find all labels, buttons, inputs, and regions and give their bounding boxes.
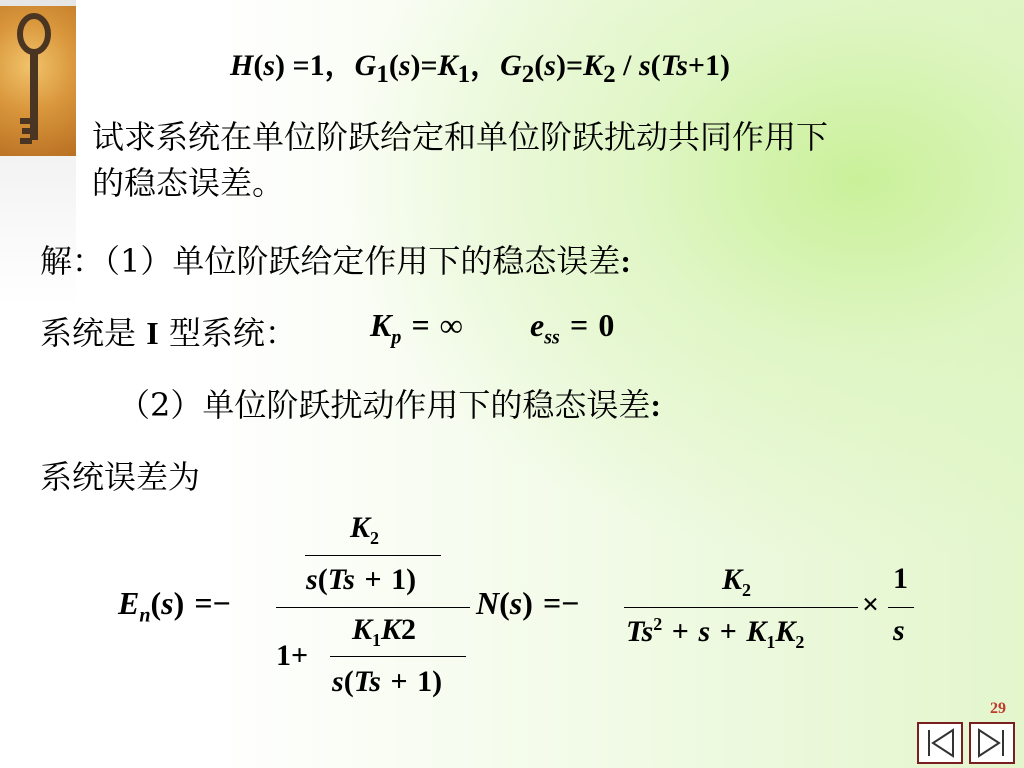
part-number-1: （1） — [104, 242, 173, 280]
one-over-s-den: s — [893, 614, 905, 647]
plus: + — [687, 49, 706, 82]
paren-close: ) — [720, 49, 731, 82]
plus: + — [671, 615, 689, 648]
equals: = — [565, 49, 584, 82]
paren-open: ( — [650, 49, 661, 82]
right-fraction-line — [624, 607, 858, 608]
paren-open: ( — [253, 49, 264, 82]
var-K: K — [775, 615, 796, 648]
solution-label: 解： — [40, 242, 105, 280]
equals: = — [420, 49, 438, 82]
one: 1 — [391, 563, 407, 596]
var-K2: K — [583, 49, 604, 82]
system-error-label: 系统误差为 — [40, 458, 201, 496]
plus: + — [390, 665, 408, 698]
subscript-2: 2 — [742, 580, 752, 600]
page-number: 29 — [990, 700, 1006, 717]
inner-fraction-line-top — [305, 555, 441, 556]
problem-text-line2: 的稳态误差。 — [92, 164, 285, 202]
part1-title: 单位阶跃给定作用下的稳态误差 — [172, 242, 621, 280]
var-K1: K — [437, 49, 458, 82]
colon: : — [650, 387, 662, 423]
inner-den-bottom — [332, 664, 442, 699]
main-fraction-line — [276, 607, 470, 608]
slash: / — [623, 49, 632, 82]
one-over-s-num: 1 — [893, 562, 908, 595]
equals: = — [543, 585, 562, 621]
next-page-button[interactable] — [969, 722, 1015, 764]
var-G2: G — [500, 49, 522, 82]
var-E: E — [118, 585, 140, 621]
paren-close: ) — [173, 585, 185, 621]
var-Ts: Ts — [626, 615, 654, 648]
one-over-s-line — [888, 607, 914, 608]
equals: = — [411, 307, 430, 343]
subscript-2: 2 — [795, 632, 805, 652]
minus: − — [561, 585, 580, 621]
subscript-ss: ss — [544, 326, 560, 349]
plus: + — [719, 615, 737, 648]
var-s: s — [544, 49, 556, 82]
system-type-prefix: 系统是 — [40, 314, 137, 352]
var-G1: G — [354, 49, 377, 82]
var-s: s — [676, 49, 688, 82]
subscript-2: 2 — [603, 61, 616, 88]
subscript-2: 2 — [521, 61, 535, 88]
subscript-1: 1 — [766, 632, 776, 652]
var-K: K — [352, 613, 373, 646]
equals: = — [194, 585, 213, 621]
paren-close: ) — [432, 665, 443, 698]
var-K: K — [370, 307, 392, 343]
paren-close: ) — [522, 585, 533, 621]
equals: = — [569, 307, 589, 343]
plus: + — [291, 639, 309, 672]
var-Ts: Ts — [327, 563, 355, 596]
var-K: K — [350, 511, 371, 544]
infinity: ∞ — [439, 307, 463, 343]
subscript-1: 1 — [372, 630, 382, 650]
plus: + — [364, 563, 382, 596]
var-K: K — [746, 615, 767, 648]
equals-one: =1 — [292, 49, 325, 82]
one: 1 — [417, 665, 433, 698]
prev-page-button[interactable] — [917, 722, 963, 764]
right-den — [626, 614, 804, 653]
inner-num-K2 — [350, 510, 379, 549]
times-sign: × — [862, 588, 880, 621]
paren-open: ( — [534, 49, 545, 82]
colon: : — [620, 243, 632, 279]
roman-one: I — [146, 315, 159, 351]
var-s: s — [332, 665, 344, 698]
var-Ts: Ts — [353, 665, 381, 698]
den-K1K2 — [352, 612, 416, 651]
digit-2: 2 — [401, 613, 417, 646]
prev-page-icon — [919, 724, 961, 762]
paren-close: ) — [555, 49, 566, 82]
var-s: s — [306, 563, 318, 596]
var-K: K — [722, 563, 743, 596]
problem-text-line1: 试求系统在单位阶跃给定和单位阶跃扰动共同作用下 — [92, 118, 829, 156]
one: 1 — [705, 49, 721, 82]
part-number-2: （2） — [118, 386, 203, 424]
comma: ， — [324, 49, 355, 82]
inner-fraction-line-bottom — [330, 656, 466, 657]
minus: − — [212, 585, 231, 621]
den-one-plus — [276, 638, 308, 673]
part2-title: 单位阶跃扰动作用下的稳态误差 — [202, 386, 651, 424]
paren-open: ( — [343, 665, 354, 698]
var-s: s — [509, 585, 523, 621]
var-s: s — [161, 585, 174, 621]
paren-close: ) — [406, 563, 417, 596]
paren-close: ) — [410, 49, 421, 82]
var-K: K — [381, 613, 402, 646]
lhs — [118, 584, 231, 627]
subscript-p: p — [391, 326, 402, 349]
paren-open: ( — [317, 563, 328, 596]
var-H: H — [230, 49, 254, 82]
paren-open: ( — [499, 585, 510, 621]
right-num-K2 — [722, 562, 751, 601]
one: 1 — [276, 639, 291, 672]
exponent-2: 2 — [653, 614, 663, 634]
subscript-1: 1 — [376, 61, 389, 88]
system-type-suffix: 型系统： — [168, 314, 297, 352]
var-e: e — [530, 307, 545, 343]
inner-den-top — [306, 562, 416, 597]
next-page-icon — [971, 724, 1013, 762]
var-s: s — [638, 49, 651, 82]
var-s: s — [398, 49, 411, 82]
var-N: N — [476, 585, 500, 621]
N-term — [476, 584, 580, 622]
paren-close: ) — [275, 49, 286, 82]
subscript-n: n — [139, 604, 151, 627]
var-s: s — [263, 49, 276, 82]
paren-open: ( — [388, 49, 399, 82]
subscript-1: 1 — [457, 61, 471, 88]
paren-open: ( — [150, 585, 162, 621]
zero: 0 — [598, 307, 615, 343]
var-T: T — [660, 49, 677, 82]
comma: ， — [470, 49, 501, 82]
var-s: s — [698, 615, 711, 648]
subscript-2: 2 — [370, 528, 380, 548]
